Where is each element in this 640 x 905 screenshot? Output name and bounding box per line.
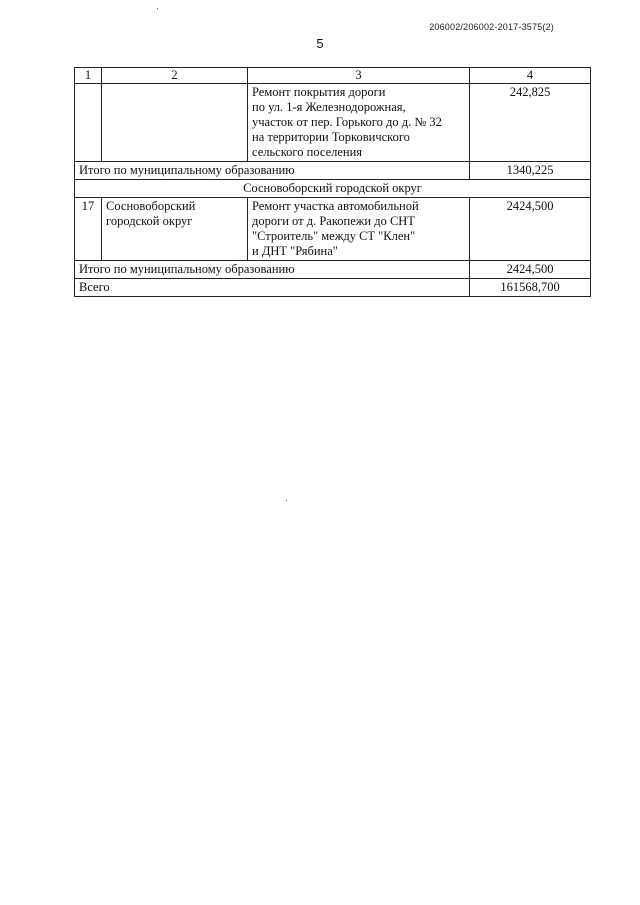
municipality-cell <box>102 84 248 162</box>
object-line: дороги от д. Ракопежи до СНТ <box>252 214 415 228</box>
object-line: Ремонт покрытия дороги <box>252 85 386 99</box>
column-number-1: 1 <box>75 68 102 84</box>
object-line: на территории Торковичского <box>252 130 410 144</box>
subtotal-label: Итого по муниципальному образованию <box>75 261 470 279</box>
subtotal-row <box>75 162 591 180</box>
municipality-line: Сосновоборский <box>106 199 196 213</box>
table-row-continued <box>75 84 591 162</box>
column-number-2: 2 <box>102 68 248 84</box>
municipality-cell <box>102 198 248 261</box>
grand-total-label: Всего <box>75 279 470 297</box>
object-cell <box>248 198 470 261</box>
subtotal-amount: 2424,500 <box>470 261 591 279</box>
subtotal-row <box>75 261 591 279</box>
allocation-table <box>74 67 591 297</box>
row-number-cell <box>75 84 102 162</box>
amount-cell: 242,825 <box>470 84 591 162</box>
subtotal-label: Итого по муниципальному образованию <box>75 162 470 180</box>
object-line: Ремонт участка автомобильной <box>252 199 419 213</box>
object-line: по ул. 1-я Железнодорожная, <box>252 100 406 114</box>
object-line: и ДНТ "Рябина" <box>252 244 338 258</box>
scan-speck <box>286 500 287 501</box>
grand-total-row <box>75 279 591 297</box>
municipality-line: городской округ <box>106 214 193 228</box>
object-line: "Строитель" между СТ "Клен" <box>252 229 416 243</box>
object-line: сельского поселения <box>252 145 363 159</box>
object-line: участок от пер. Горького до д. № 32 <box>252 115 442 129</box>
object-cell <box>248 84 470 162</box>
amount-cell: 2424,500 <box>470 198 591 261</box>
page-number: 5 <box>316 36 324 51</box>
section-title: Сосновоборский городской округ <box>75 180 591 198</box>
scan-speck <box>157 8 158 9</box>
subtotal-amount: 1340,225 <box>470 162 591 180</box>
grand-total-amount: 161568,700 <box>470 279 591 297</box>
section-title-row <box>75 180 591 198</box>
column-number-3: 3 <box>248 68 470 84</box>
document-id: 206002/206002-2017-3575(2) <box>429 22 554 32</box>
row-number-cell: 17 <box>75 198 102 261</box>
column-number-4: 4 <box>470 68 591 84</box>
column-number-row <box>75 68 591 84</box>
table-row-17 <box>75 198 591 261</box>
